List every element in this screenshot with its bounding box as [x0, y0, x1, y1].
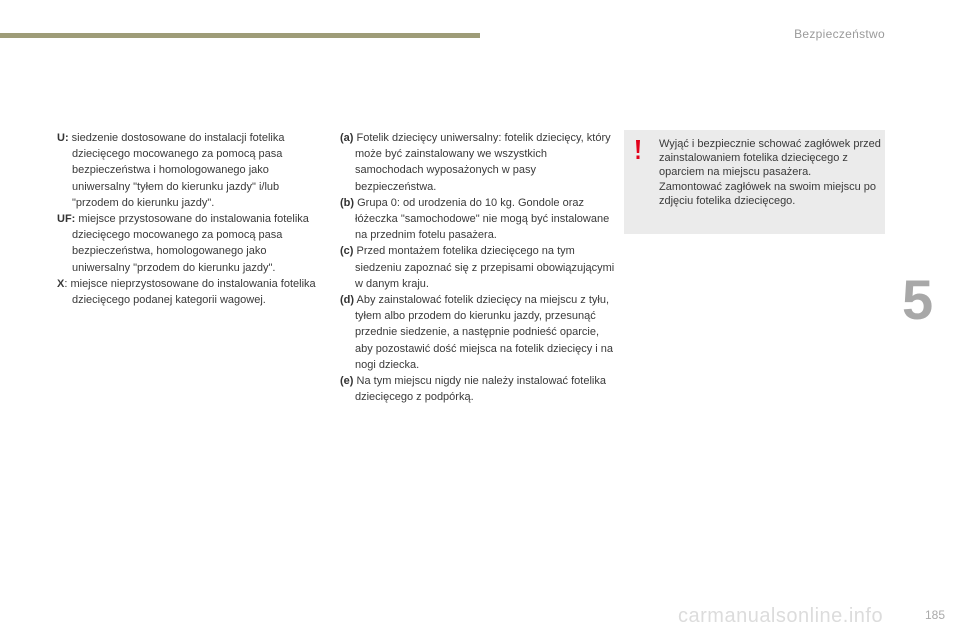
warning-line-2: Zamontować zagłówek na swoim miejscu po zdjęciu fotelika dziecięcego. — [659, 180, 877, 207]
warning-line-1: Wyjąć i bezpiecznie schować zagłówek przed zainstalowaniem fotelika dziecięcego z oparciem na miejscu pasażera. — [659, 138, 881, 179]
note-d: (d) Aby zainstalować fotelik dziecięcy na miejscu z tyłu, tyłem albo przodem do kierunku jazdy, przesunąć przednie siedzenie, a następnie podnieść oparcie, aby pozostawić dość miejsca na fotelik dziecięcy i na nogi dziecka. — [340, 294, 614, 371]
note-c: (c) Przed montażem fotelika dziecięcego na tym siedzeniu zapoznać się z przepisami obowiązującymi w danym kraju. — [340, 245, 615, 290]
watermark: carmanualsonline.info — [678, 605, 884, 627]
warning-exclamation-icon — [633, 139, 643, 161]
warning-text — [659, 137, 881, 208]
note-a: (a) Fotelik dziecięcy uniwersalny: fotelik dziecięcy, który może być zainstalowany we wszystkich samochodach wyposażonych w pasy bezpieczeństwa. — [340, 132, 611, 193]
chapter-number: 5 — [902, 268, 934, 331]
legend-entry-u: U: siedzenie dostosowane do instalacji fotelika dziecięcego mocowanego za pomocą pasa bezpieczeństwa i homologowanego jako uniwersalny "tyłem do kierunku jazdy" i/lub "przodem do kierunku jazdy". — [57, 132, 285, 209]
page-number: 185 — [924, 608, 945, 622]
legend-column — [57, 130, 319, 308]
section-title: Bezpieczeństwo — [794, 27, 885, 41]
note-e: (e) Na tym miejscu nigdy nie należy instalować fotelika dziecięcego z podpórką. — [340, 375, 606, 404]
note-b: (b) Grupa 0: od urodzenia do 10 kg. Gondole oraz łóżeczka "samochodowe" nie mogą być instalowane na przednim fotelu pasażera. — [340, 196, 610, 242]
header-accent-bar — [0, 33, 480, 38]
legend-entry-uf: UF: miejsce przystosowane do instalowania fotelika dziecięcego mocowanego za pomocą pasa bezpieczeństwa, homologowanego jako uniwersalny "przodem do kierunku jazdy". — [57, 213, 309, 274]
notes-column — [340, 130, 615, 405]
legend-entry-x: X: miejsce nieprzystosowane do instalowania fotelika dziecięcego podanej kategorii wagowej. — [57, 277, 316, 307]
